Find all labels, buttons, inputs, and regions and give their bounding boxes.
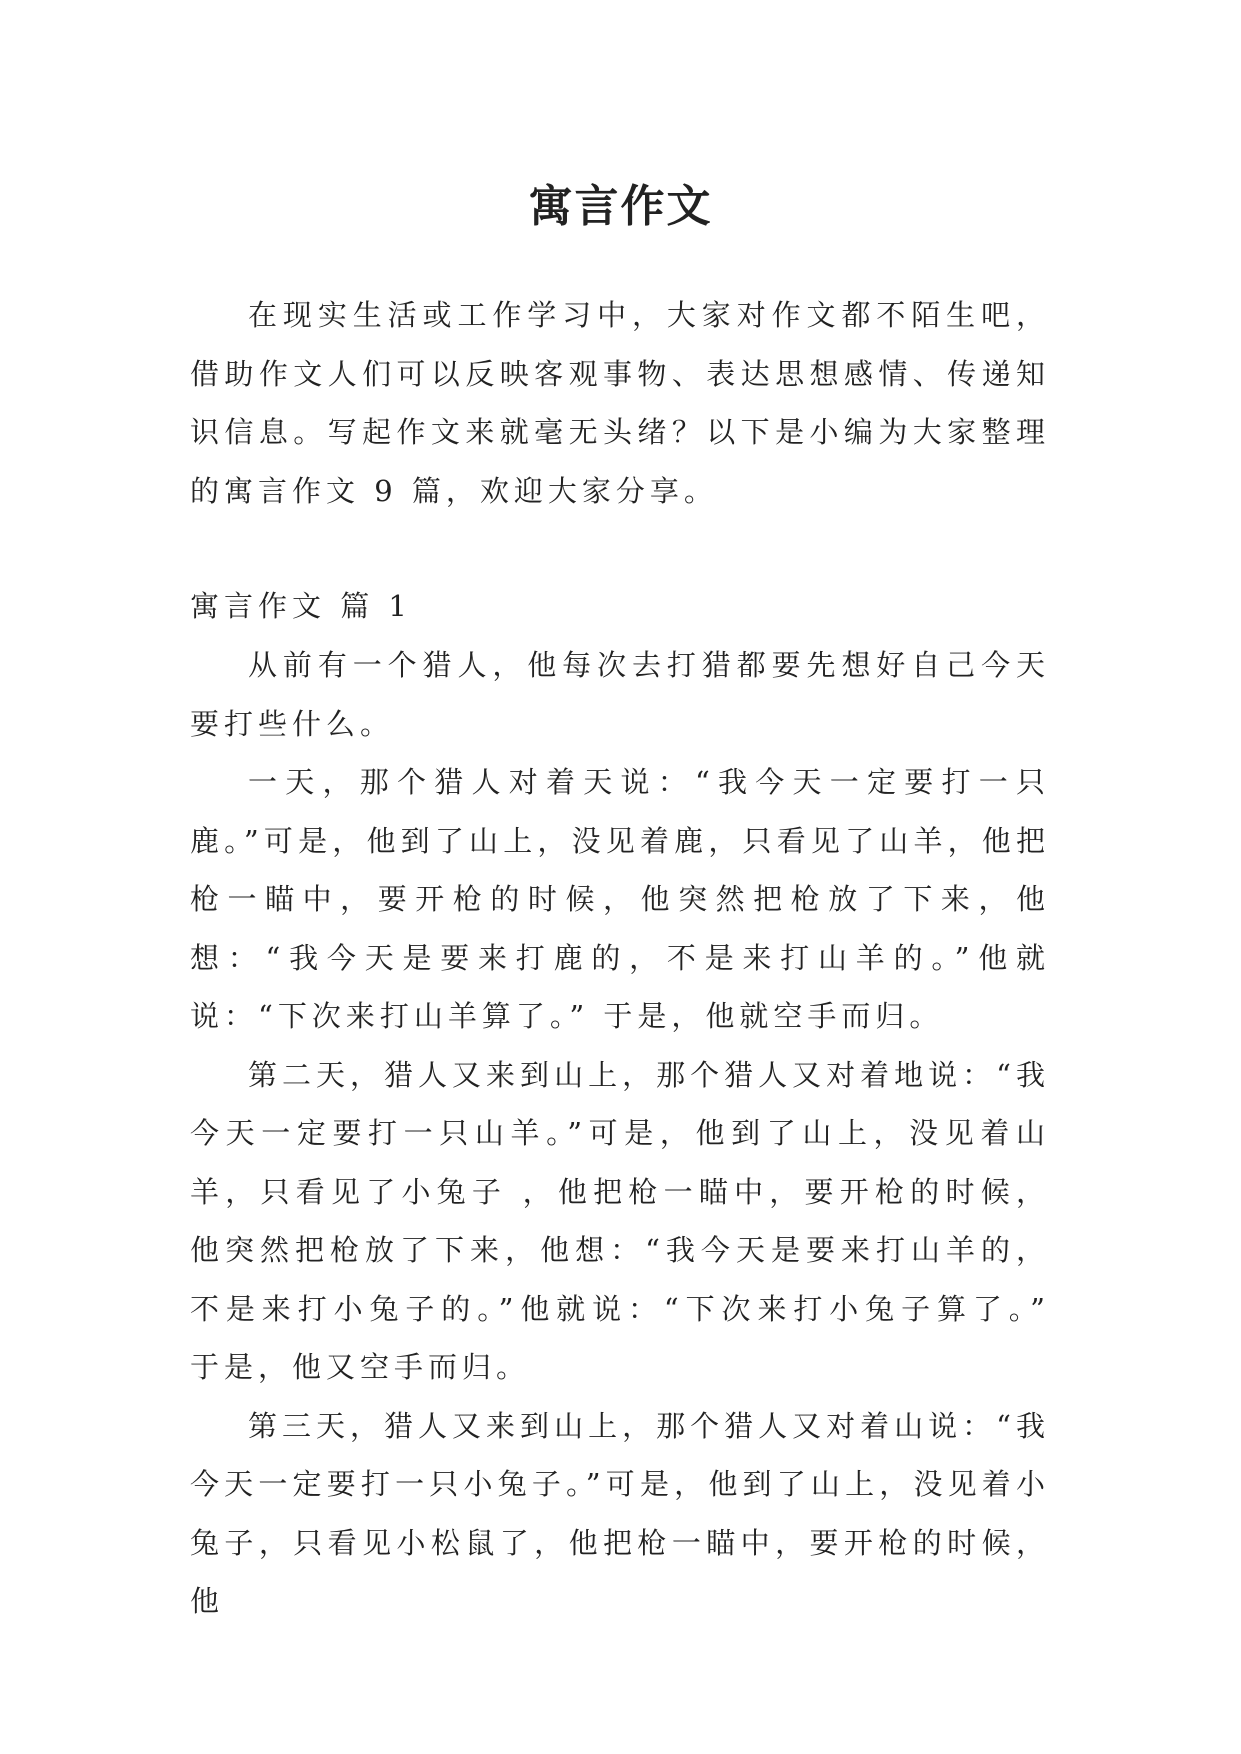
story-paragraph: 一天，那个猎人对着天说：“我今天一定要打一只鹿。”可是，他到了山上，没见着鹿，只看见了山羊，他把枪一瞄中，要开枪的时候，他突然把枪放了下来，他想：“我今天是要来打鹿的，不是来打山羊的。”他就说：“下次来打山羊算了。” 于是，他就空手而归。: [190, 765, 1050, 1033]
story-paragraph: 第三天，猎人又来到山上，那个猎人又对着山说：“我今天一定要打一只小兔子。”可是，他到了山上，没见着小兔子，只看见小松鼠了，他把枪一瞄中，要开枪的时候，他: [190, 1408, 1050, 1618]
story-section: [190, 636, 1050, 1631]
intro-section: [190, 286, 1050, 520]
document-title: 寓言作文: [528, 181, 713, 233]
story-paragraph: 从前有一个猎人，他每次去打猎都要先想好自己今天要打些什么。: [190, 648, 1050, 741]
story-paragraph: 第二天，猎人又来到山上，那个猎人又对着地说：“我今天一定要打一只山羊。”可是，他到了山上，没见着山羊，只看见了小兔子 ，他把枪一瞄中，要开枪的时候，他突然把枪放了下来，他想：“我今天是要来打山羊的，不是来打小兔子的。”他就说：“下次来打小兔子算了。” 于是，他又空手而归。: [190, 1057, 1050, 1384]
section-heading: 寓言作文 篇 1: [190, 589, 412, 623]
intro-paragraph: 在现实生活或工作学习中，大家对作文都不陌生吧，借助作文人们可以反映客观事物、表达思想感情、传递知识信息。写起作文来就毫无头绪？以下是小编为大家整理的寓言作文 9 篇，欢迎大家分享。: [190, 298, 1050, 508]
